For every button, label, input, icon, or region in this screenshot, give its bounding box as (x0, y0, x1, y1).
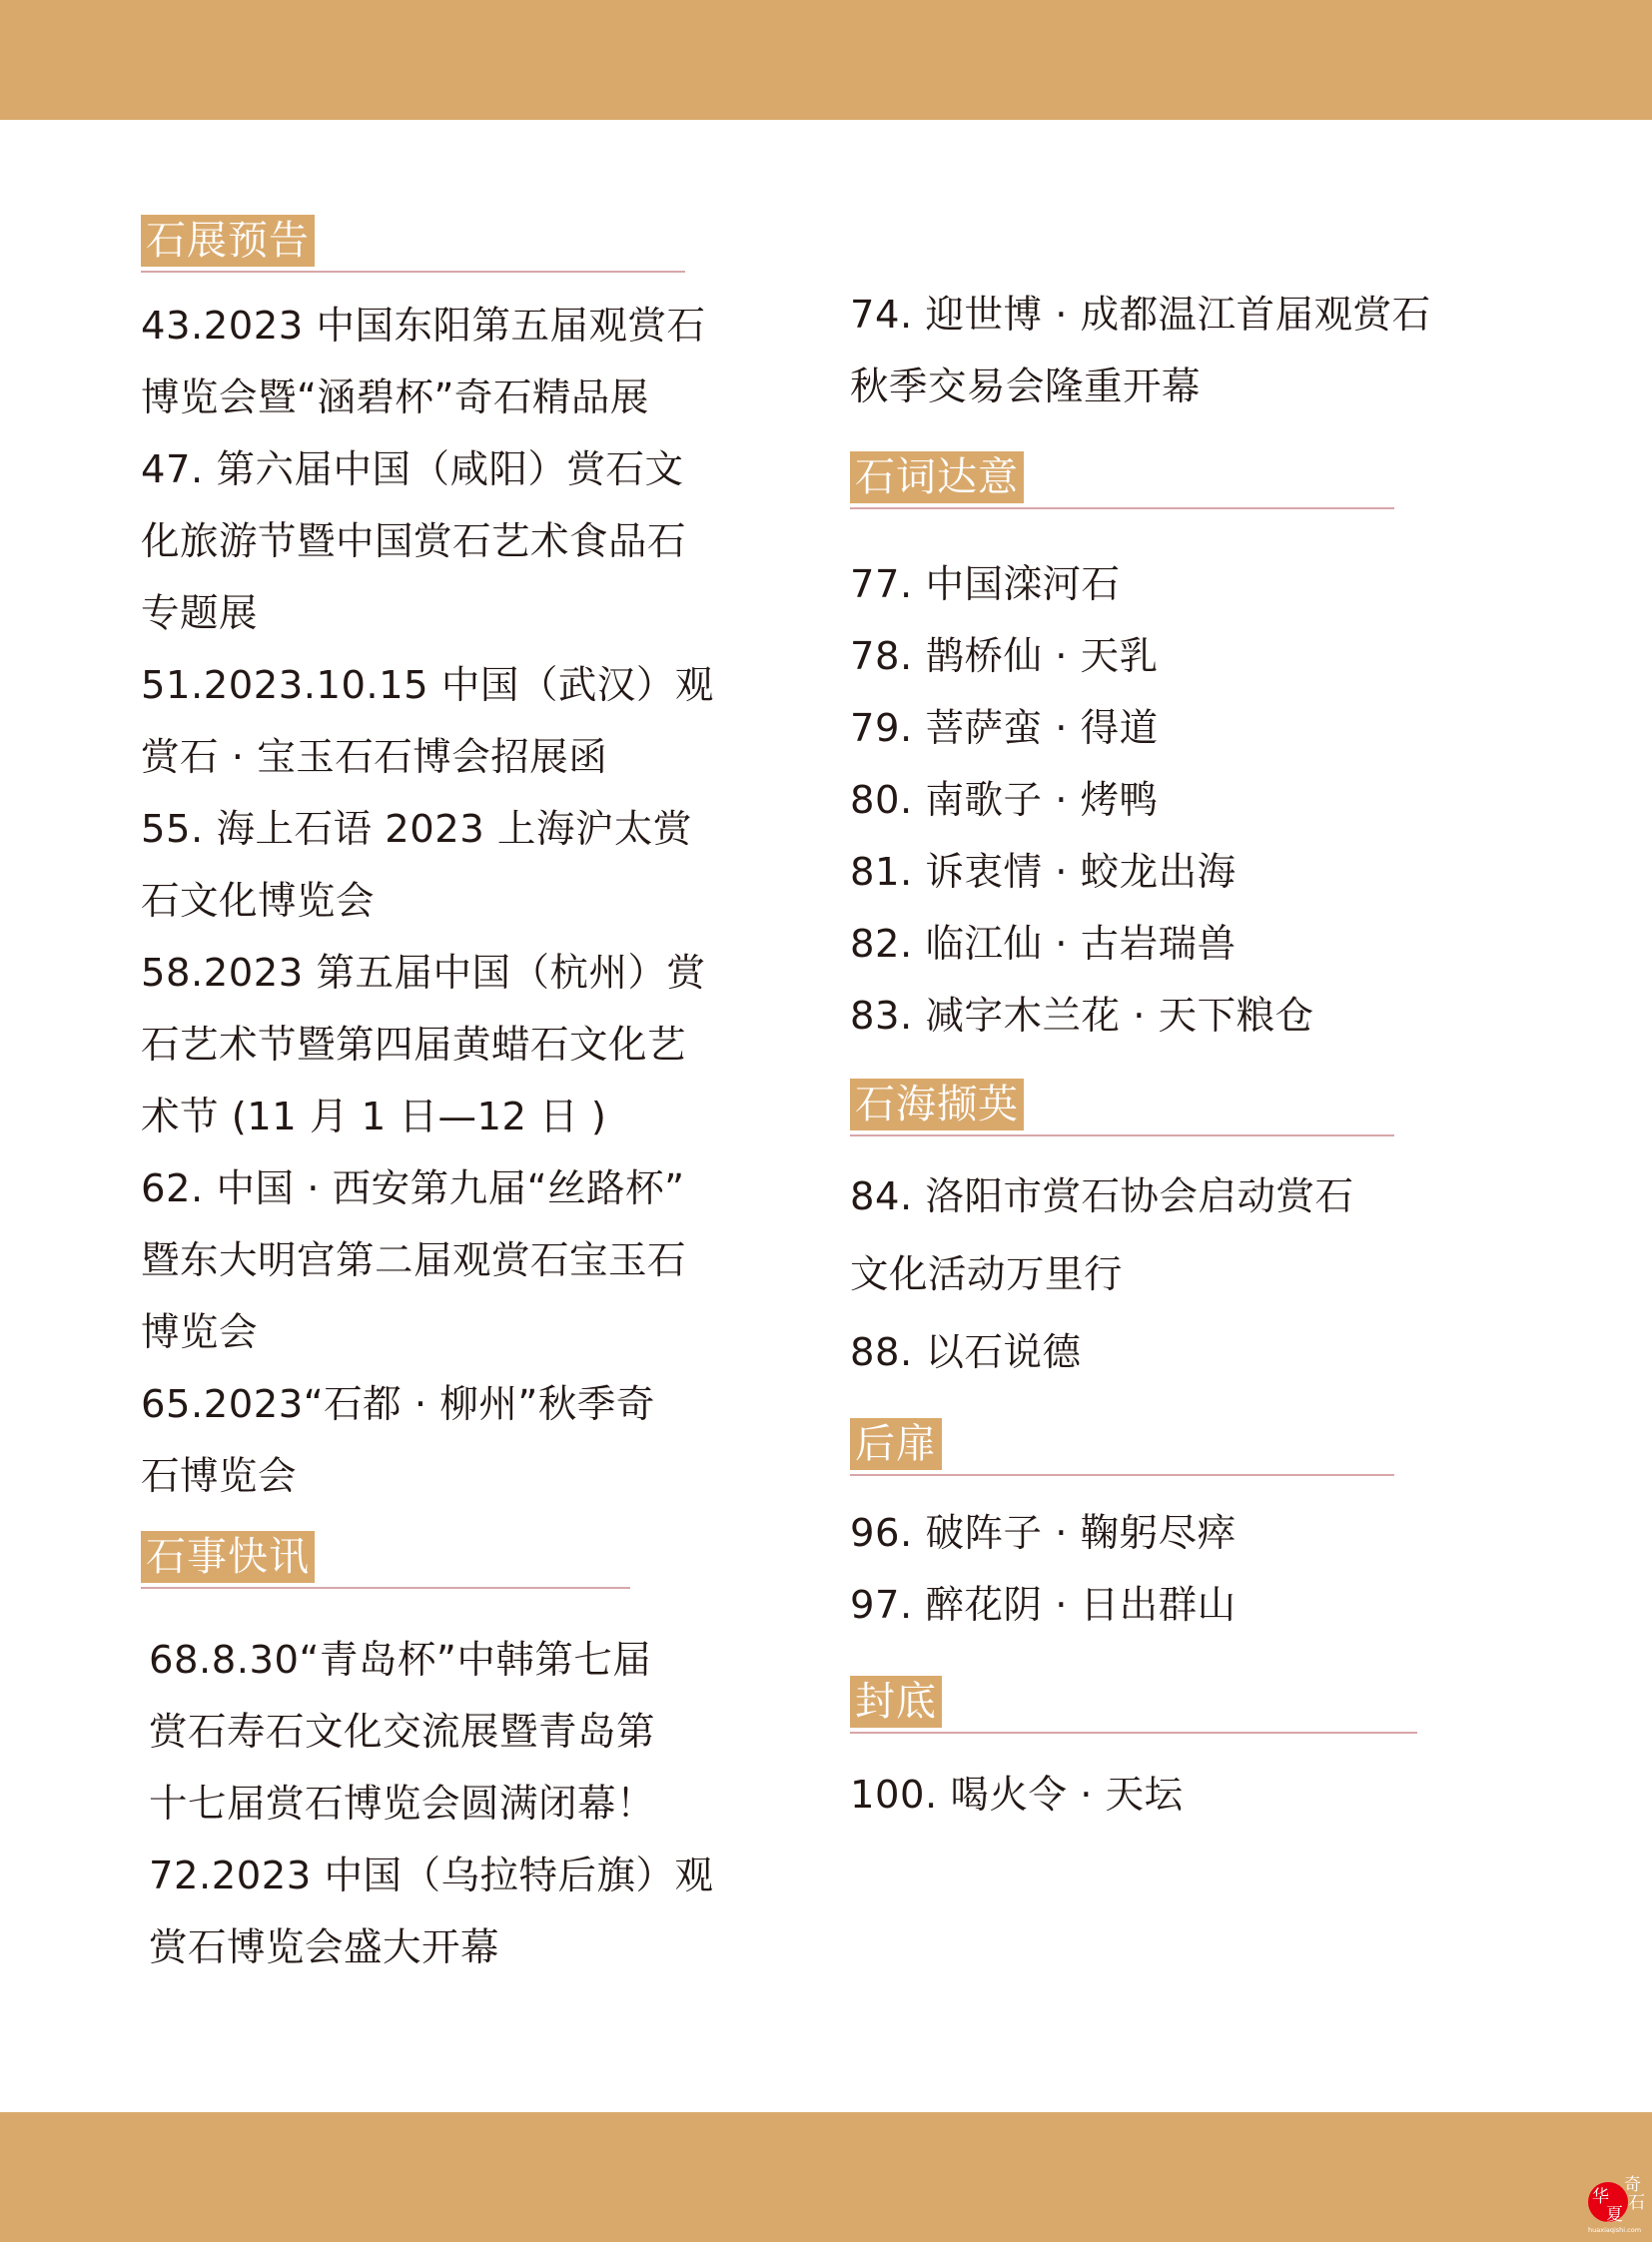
toc-entry[interactable]: 88. 以石说德 (850, 1330, 1082, 1375)
watermark-logo (1586, 2172, 1648, 2234)
section-header-stone-sea-highlights (850, 1079, 1449, 1136)
bottom-band (0, 2112, 1652, 2242)
section-title: 后扉 (850, 1418, 942, 1470)
toc-entry[interactable]: 79. 菩萨蛮 · 得道 (850, 706, 1159, 751)
toc-entry[interactable]: 82. 临江仙 · 古岩瑞兽 (850, 922, 1237, 967)
toc-entry[interactable]: 74. 迎世博 · 成都温江首届观赏石 秋季交易会隆重开幕 (850, 293, 1431, 409)
toc-entry[interactable]: 43.2023 中国东阳第五届观赏石 博览会暨“涵碧杯”奇石精品展 (141, 304, 706, 420)
toc-entry[interactable]: 58.2023 第五届中国（杭州）赏 石艺术节暨第四届黄蜡石文化艺 术节 (11 月 1 日—12 日 ) (141, 951, 706, 1139)
toc-entry[interactable]: 100. 喝火令 · 天坛 (850, 1773, 1184, 1818)
section-header-stone-poems (850, 451, 1449, 509)
toc-entry[interactable]: 96. 破阵子 · 鞠躬尽瘁 (850, 1511, 1237, 1556)
section-title: 石词达意 (850, 451, 1024, 503)
toc-entry[interactable]: 62. 中国 · 西安第九届“丝路杯” 暨东大明宫第二届观赏石宝玉石 博览会 (141, 1166, 687, 1355)
section-header-exhibition-preview (141, 215, 740, 273)
toc-entry[interactable]: 51.2023.10.15 中国（武汉）观 赏石 · 宝玉石石博会招展函 (141, 663, 714, 780)
toc-entry[interactable]: 83. 减字木兰花 · 天下粮仓 (850, 994, 1314, 1039)
section-divider (850, 507, 1394, 509)
section-divider (850, 1474, 1394, 1476)
toc-entry[interactable]: 84. 洛阳市赏石协会启动赏石 文化活动万里行 (850, 1174, 1354, 1297)
top-band (0, 0, 1652, 120)
right-column (850, 280, 1449, 1832)
section-divider (850, 1732, 1417, 1734)
toc-entry[interactable]: 80. 南歌子 · 烤鸭 (850, 778, 1159, 823)
toc-entry[interactable]: 55. 海上石语 2023 上海沪太赏 石文化博览会 (141, 807, 692, 924)
news-flash-entries (141, 1625, 740, 1984)
toc-entry[interactable]: 72.2023 中国（乌拉特后旗）观 赏石博览会盛大开幕 (149, 1854, 714, 1970)
section-title: 石事快讯 (141, 1531, 315, 1583)
logo-char: 夏 (1606, 2205, 1623, 2225)
section-title: 封底 (850, 1676, 942, 1728)
left-column (141, 215, 740, 1984)
logo-char: 华 (1592, 2187, 1609, 2207)
section-header-news-flash (141, 1531, 740, 1589)
section-header-back-cover (850, 1676, 1449, 1734)
toc-entry[interactable]: 77. 中国滦河石 (850, 562, 1121, 607)
toc-entry[interactable]: 68.8.30“青岛杯”中韩第七届 赏石寿石文化交流展暨青岛第 十七届赏石博览会圆满闭幕！ (149, 1638, 656, 1827)
section-divider (141, 1587, 630, 1589)
toc-entry[interactable]: 47. 第六届中国（咸阳）赏石文 化旅游节暨中国赏石艺术食品石 专题展 (141, 447, 687, 636)
logo-char: 石 (1628, 2193, 1645, 2213)
section-divider (141, 271, 685, 273)
logo-char: 奇 (1624, 2175, 1641, 2195)
logo-url: huaxiaqishi.com (1588, 2226, 1642, 2234)
toc-entry[interactable]: 78. 鹊桥仙 · 天乳 (850, 634, 1159, 679)
toc-entry[interactable]: 97. 醉花阴 · 日出群山 (850, 1583, 1237, 1628)
section-header-back-flyleaf (850, 1418, 1449, 1476)
section-title: 石海撷英 (850, 1079, 1024, 1130)
section-title: 石展预告 (141, 215, 315, 267)
toc-entry[interactable]: 65.2023“石都 · 柳州”秋季奇 石博览会 (141, 1382, 655, 1499)
toc-entry[interactable]: 81. 诉衷情 · 蛟龙出海 (850, 850, 1237, 895)
section-divider (850, 1134, 1394, 1136)
